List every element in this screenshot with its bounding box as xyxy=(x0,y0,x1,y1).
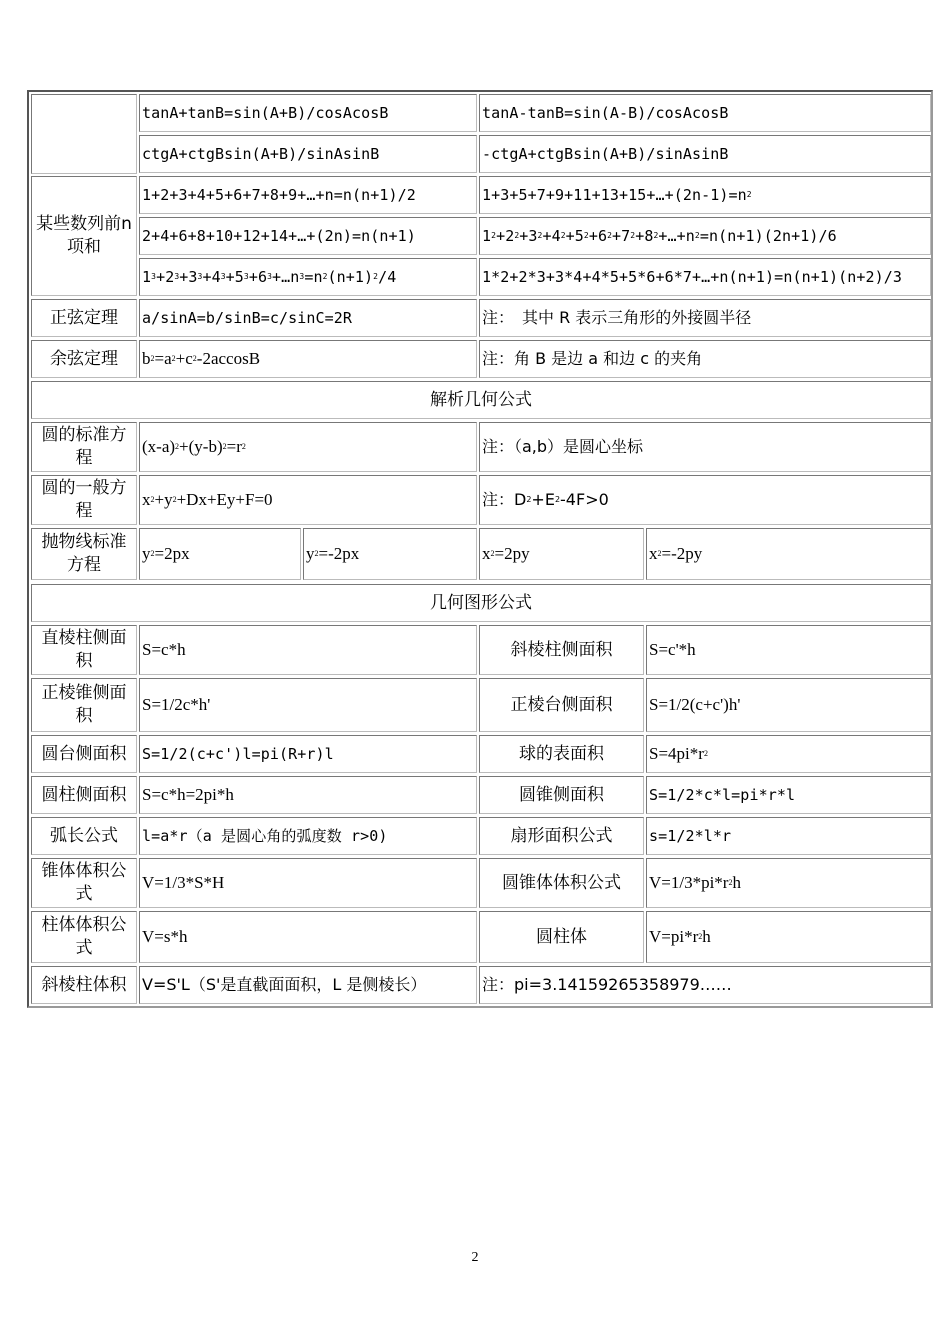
geo-formula: s=1/2*l*r xyxy=(646,817,931,855)
geo-formula: V=s*h xyxy=(139,911,477,963)
formula-parabola-4: x 2 =-2py xyxy=(646,528,931,580)
label-circle-general: 圆的一般方程 xyxy=(31,475,137,525)
geo-label: 球的表面积 xyxy=(479,735,644,773)
label-sine-law: 正弦定理 xyxy=(31,299,137,337)
formula-parabola-2: y 2 =-2px xyxy=(303,528,477,580)
formula-series-odd: 1+3+5+7+9+11+13+15+…+(2n-1)=n 2 xyxy=(479,176,931,214)
note-sine-law: 注： 其中 R 表示三角形的外接圆半径 xyxy=(479,299,931,337)
formula-cosine-law: b 2 =a 2 +c 2 -2accosB xyxy=(139,340,477,378)
formula-tan-sum: tanA+tanB=sin(A+B)/cosAcosB xyxy=(139,94,477,132)
geo-label: 圆锥侧面积 xyxy=(479,776,644,814)
formula-circle-standard: (x-a) 2 +(y-b) 2 =r 2 xyxy=(139,422,477,472)
geo-formula: V=1/3*S*H xyxy=(139,858,477,908)
geo-formula: S=1/2*c*l=pi*r*l xyxy=(646,776,931,814)
formula-parabola-1: y 2 =2px xyxy=(139,528,301,580)
formula-series-even: 2+4+6+8+10+12+14+…+(2n)=n(n+1) xyxy=(139,217,477,255)
formula-series-squares: 1 2 +2 2 +3 2 +4 2 +5 2 +6 2 +7 2 +8 2 +…+n 2 =n(n+1)(2n+1)/6 xyxy=(479,217,931,255)
note-cosine-law: 注：角 B 是边 a 和边 c 的夹角 xyxy=(479,340,931,378)
geo-label: 柱体体积公式 xyxy=(31,911,137,963)
section-title-analytic: 解析几何公式 xyxy=(31,381,931,419)
geo-formula: S=1/2(c+c')l=pi(R+r)l xyxy=(139,735,477,773)
geo-label: 圆柱侧面积 xyxy=(31,776,137,814)
geo-label: 圆台侧面积 xyxy=(31,735,137,773)
formula-parabola-3: x 2 =2py xyxy=(479,528,644,580)
geo-label: 弧长公式 xyxy=(31,817,137,855)
section-title-geometry: 几何图形公式 xyxy=(31,584,931,622)
geo-formula: l=a*r（a 是圆心角的弧度数 r>0) xyxy=(139,817,477,855)
geo-label: 正棱锥侧面积 xyxy=(31,678,137,732)
geo-formula: S=c'*h xyxy=(646,625,931,675)
label-parabola: 抛物线标准方程 xyxy=(31,528,137,580)
geo-formula: S=1/2(c+c')h' xyxy=(646,678,931,732)
geo-label: 圆柱体 xyxy=(479,911,644,963)
geo-formula: V=1/3*pi*r 2 h xyxy=(646,858,931,908)
geo-label: 扇形面积公式 xyxy=(479,817,644,855)
geo-formula: S=4pi*r 2 xyxy=(646,735,931,773)
label-circle-standard: 圆的标准方程 xyxy=(31,422,137,472)
formula-sine-law: a/sinA=b/sinB=c/sinC=2R xyxy=(139,299,477,337)
geo-label: 锥体体积公式 xyxy=(31,858,137,908)
formula-ctg-sum: ctgA+ctgBsin(A+B)/sinAsinB xyxy=(139,135,477,173)
label-cosine-law: 余弦定理 xyxy=(31,340,137,378)
geo-formula: S=c*h xyxy=(139,625,477,675)
geo-label: 斜棱柱侧面积 xyxy=(479,625,644,675)
formula-series-1: 1+2+3+4+5+6+7+8+9+…+n=n(n+1)/2 xyxy=(139,176,477,214)
geo-formula: V=pi*r 2 h xyxy=(646,911,931,963)
formula-tan-diff: tanA-tanB=sin(A-B)/cosAcosB xyxy=(479,94,931,132)
label-series-sum: 某些数列前n项和 xyxy=(31,176,137,296)
geo-formula: V=S'L（S'是直截面面积，L 是侧棱长） xyxy=(139,966,477,1004)
formula-series-cubes: 1 3 +2 3 +3 3 +4 3 +5 3 +6 3 +…n 3 =n 2 (n+1) 2 /4 xyxy=(139,258,477,296)
geo-label: 圆锥体体积公式 xyxy=(479,858,644,908)
empty-label-cell xyxy=(31,94,137,174)
geo-label: 直棱柱侧面积 xyxy=(31,625,137,675)
formula-table xyxy=(27,90,933,1008)
formula-series-products: 1*2+2*3+3*4+4*5+5*6+6*7+…+n(n+1)=n(n+1)(n+2)/3 xyxy=(479,258,931,296)
formula-circle-general: x 2 +y 2 +Dx+Ey+F=0 xyxy=(139,475,477,525)
note-pi: 注：pi=3.14159265358979…… xyxy=(479,966,931,1004)
geo-label: 斜棱柱体积 xyxy=(31,966,137,1004)
page-number: 2 xyxy=(471,1250,479,1265)
geo-formula: S=c*h=2pi*h xyxy=(139,776,477,814)
formula-ctg-diff: -ctgA+ctgBsin(A+B)/sinAsinB xyxy=(479,135,931,173)
note-circle-standard: 注：（a,b）是圆心坐标 xyxy=(479,422,931,472)
geo-label: 正棱台侧面积 xyxy=(479,678,644,732)
geo-formula: S=1/2c*h' xyxy=(139,678,477,732)
note-circle-general: 注：D 2 +E 2 -4F>0 xyxy=(479,475,931,525)
